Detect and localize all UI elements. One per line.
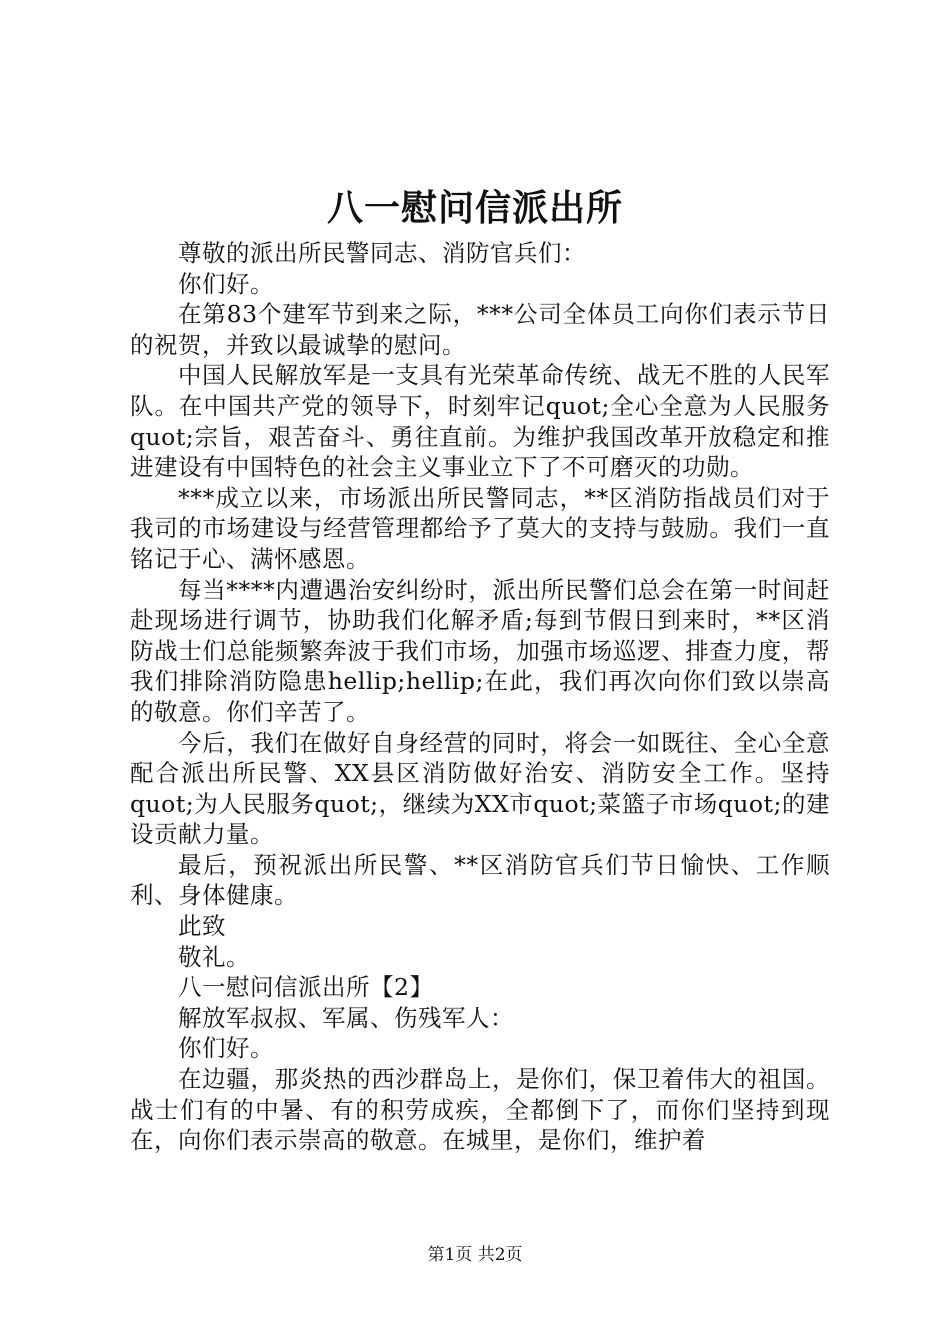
section-heading: 八一慰问信派出所【2】: [178, 973, 434, 1002]
page-footer: 第1页 共2页: [427, 1245, 523, 1265]
paragraph-body: 中国人民解放军是一支具有光荣革命传统、战无不胜的人民军队。在中国共产党的领导下，时刻牢记quot;全心全意为人民服务quot;宗旨，艰苦奋斗、勇往直前。为维护我国改革开放稳定和推进建设有中国特色的社会主义事业立下了不可磨灭的功勋。: [130, 361, 830, 482]
paragraph-body: 最后，预祝派出所民警、**区消防官兵们节日愉快、工作顺利、身体健康。: [130, 850, 830, 910]
paragraph-body: 今后，我们在做好自身经营的同时，将会一如既往、全心全意配合派出所民警、XX县区消防做好治安、消防安全工作。坚持quot;为人民服务quot;，继续为XX市quot;菜篮子市场quot;的建设贡献力量。: [130, 728, 830, 849]
paragraph-salutation: 尊敬的派出所民警同志、消防官兵们：: [178, 239, 586, 267]
paragraph-closing: 此致: [178, 912, 226, 941]
paragraph-closing: 敬礼。: [178, 942, 250, 971]
paragraph-body: ***成立以来，市场派出所民警同志，**区消防指战员们对于我司的市场建设与经营管理都给予了莫大的支持与鼓励。我们一直铭记于心、满怀感恩。: [130, 483, 830, 573]
paragraph-body: 在边疆，那炎热的西沙群岛上，是你们，保卫着伟大的祖国。战士们有的中暑、有的积劳成疾，全都倒下了，而你们坚持到现在，向你们表示崇高的敬意。在城里，是你们，维护着: [130, 1065, 830, 1155]
paragraph-body: 每当****内遭遇治安纠纷时，派出所民警们总会在第一时间赶赴现场进行调节，协助我们化解矛盾;每到节假日到来时，**区消防战士们总能频繁奔波于我们市场，加强市场巡逻、排查力度，帮我们排除消防隐患hellip;hellip;在此，我们再次向你们致以崇高的敬意。你们辛苦了。: [130, 575, 830, 726]
document-title: 八一慰问信派出所: [326, 187, 623, 229]
paragraph-salutation: 解放军叔叔、军属、伤残军人：: [178, 1003, 514, 1032]
document-body: [130, 238, 830, 1156]
paragraph-greeting: 你们好。: [178, 1034, 274, 1063]
paragraph-greeting: 你们好。: [178, 269, 274, 298]
paragraph-body: 在第83个建军节到来之际，***公司全体员工向你们表示节日的祝贺，并致以最诚挚的慰问。: [130, 300, 830, 359]
